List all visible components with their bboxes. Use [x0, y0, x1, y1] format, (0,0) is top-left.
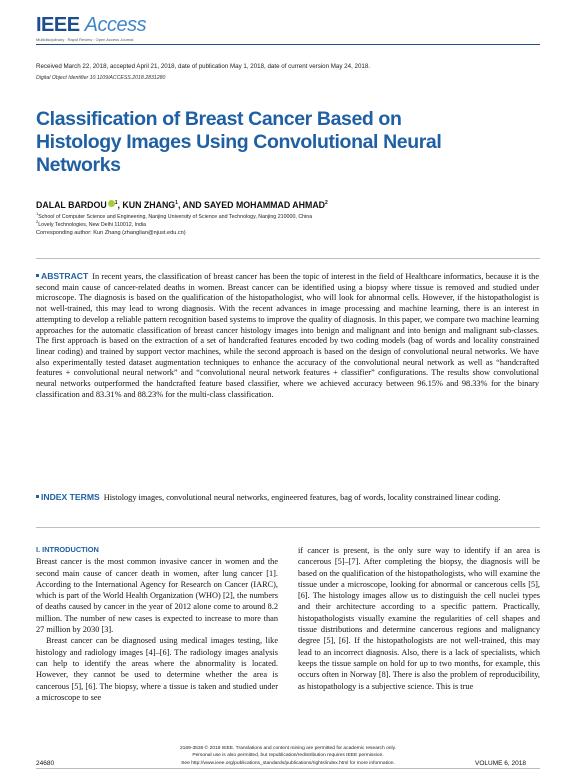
corresponding-author: Corresponding author: Kun Zhang (zhanglian@njust.edu.cn): [36, 230, 186, 236]
intro-paragraph-3: if cancer is present, is the only sure way to identify if an area is cancerous [5]–[7]. After completing the biopsy, the diagnosis will be based on the qualification of the histopathologists, who will examine the tissue under a microscope, looking for abnormal or cancerous cells [5], [6]. The histology images allow us to distinguish the cell nuclei types and their architecture according to a specific pattern. Practically, histopathologists visually examine the regularities of cell shapes and tissue distributions and determine cancerous regions and malignancy degree [5], [6]. If the histopathologists are not well-trained, this may lead to an incorrect diagnosis. Also, there is a lack of specialists, which keeps the tissue sample on hold for up to two months, for example, this occurs often in Norway [8]. There is also the problem of reproducibility, as histopathology is a subjective science. This is true: [298, 546, 540, 691]
author-3: , AND SAYED MOHAMMAD AHMAD: [177, 200, 326, 210]
affiliation-2-sup: 2: [36, 219, 39, 224]
logo-access: Access: [84, 14, 147, 36]
index-terms-text: Histology images, convolutional neural networks, engineered features, bag of words, locality constrained linear coding.: [103, 493, 501, 502]
abstract: [36, 271, 539, 400]
intro-paragraph-1: Breast cancer is the most common invasive cancer in women and the second main cause of cancer death in women, after lung cancer [1]. According to the International Agency for Research on Cancer (IARC), which is part of the World Health Organization (WHO) [2], the numbers of deaths caused by cancer in the year of 2012 alone come to around 8.2 million. The number of new cases is expected to increase to more than 27 million by 2030 [3].: [36, 557, 278, 635]
right-column: [298, 545, 540, 692]
page-number: 24680: [36, 760, 55, 767]
affiliation-1-text: School of Computer Science and Engineering, Nanjing University of Science and Technology, Nanjing 210000, China: [38, 213, 313, 220]
intro-paragraph-2: Breast cancer can be diagnosed using medical images testing, like histology and radiology images [4]–[6]. The radiology images analysis can help to identify the areas where the abnormality is located. However, they cannot be used to determine whether the area is cancerous [5], [6]. The biopsy, where a tissue is taken and studied under a microscope to see: [36, 636, 278, 702]
copyright-line-3[interactable]: See http://www.ieee.org/publications_standards/publications/rights/index.html for more information.: [181, 760, 395, 766]
copyright-line-1: 2169-3536 © 2018 IEEE. Translations and content mining are permitted for academic research only.: [179, 746, 397, 751]
index-terms-bullet-icon: [36, 495, 39, 498]
volume-label: VOLUME 6, 2018: [475, 760, 526, 767]
logo-ieee: IEEE: [36, 14, 80, 36]
author-list: [36, 200, 328, 210]
section-heading-introduction: I. INTRODUCTION: [36, 545, 99, 554]
affiliation-2: [36, 219, 146, 228]
paper-title: Classification of Breast Cancer Based on Histology Images Using Convolutional Neural Networks: [36, 108, 442, 176]
index-terms: [36, 492, 539, 504]
author-1-sup: 1: [114, 200, 118, 207]
author-2-sup: 1: [175, 200, 178, 207]
abstract-bottom-rule: [36, 527, 540, 528]
author-1: DALAL BARDOU: [36, 200, 107, 210]
author-2: , KUN ZHANG: [117, 200, 176, 210]
doi-line[interactable]: Digital Object Identifier 10.1109/ACCESS.2018.2831280: [36, 75, 166, 81]
copyright-line-2: Personal use is also permitted, but republication/redistribution requires IEEE permission.: [192, 753, 384, 759]
index-terms-label: INDEX TERMS: [41, 492, 100, 502]
orcid-icon[interactable]: [108, 200, 115, 207]
affiliation-2-text: Lovely Technologies, New Delhi 110012, India: [38, 221, 147, 228]
author-3-sup: 2: [325, 200, 328, 207]
left-column: [36, 544, 278, 703]
header-rule: [36, 44, 540, 45]
abstract-text: In recent years, the classification of breast cancer has been the topic of interest in the field of Healthcare informatics, because it is the second main cause of cancer-related deaths in women. Breast cancer can be identified using a biopsy where tissue is removed and studied under microscope. The diagnosis is based on the qualification of the histopathologist, who will look for abnormal cells. However, if the histopathologist is not well-trained, this may lead to wrong diagnosis. With the recent advances in image processing and machine learning, there is an interest in attempting to develop a reliable pattern recognition based systems to improve the quality of diagnosis. In this paper, we compare two machine learning approaches for the automatic classification of breast cancer histology images into benign and malignant and into benign and malignant sub-classes. The first approach is based on the extraction of a set of handcrafted features encoded by two coding models (bag of words and locality constrained linear coding) and trained by support vector machines, while the second approach is based on the design of convolutional neural networks. We have also experimentally tested dataset augmentation techniques to enhance the accuracy of the convolutional neural network as well as “handcrafted features + convolutional neural network” and “convolutional neural network features + classifier” configurations. The results show convolutional neural networks outperformed the handcrafted feature based classifier, where we achieved accuracy between 96.15% and 98.33% for the binary classification and 83.31% and 88.23% for the multi-class classification.: [36, 272, 539, 399]
ieee-access-logo: [36, 14, 146, 37]
affiliation-1-sup: 1: [36, 211, 39, 216]
abstract-bullet-icon: [36, 274, 39, 277]
abstract-top-rule: [36, 258, 540, 259]
footer-rule: [36, 768, 540, 769]
copyright-notice: [150, 745, 426, 767]
abstract-label: ABSTRACT: [41, 271, 89, 281]
publication-dates: Received March 22, 2018, accepted April 21, 2018, date of publication May 1, 2018, date of current version May 24, 2018.: [36, 63, 370, 70]
logo-tagline: Multidisciplinary : Rapid Review : Open Access Journal: [36, 37, 134, 42]
